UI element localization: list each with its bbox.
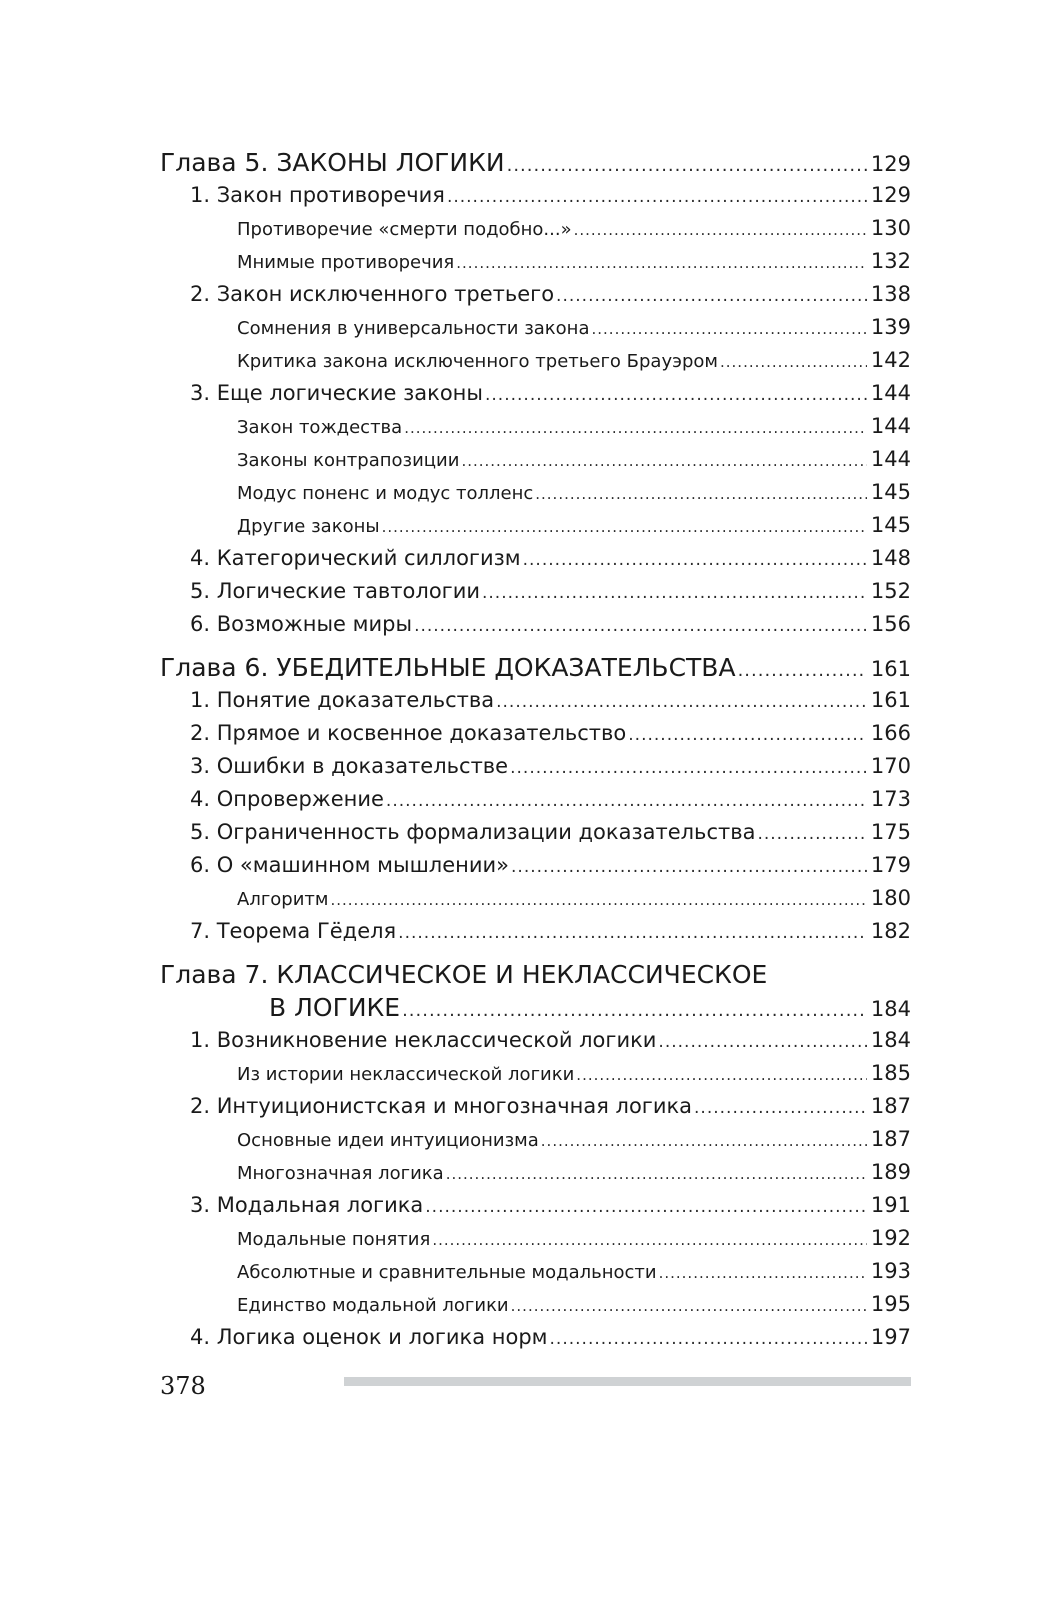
toc-page-number: 145 [870,480,911,504]
toc-page-number: 148 [870,546,911,570]
dot-leader [541,1125,867,1156]
toc-page-number: 161 [870,688,911,712]
dot-leader [414,610,867,641]
toc-entry-title: 3. Еще логические законы [190,381,483,405]
toc-page-number: 144 [870,447,911,471]
toc-subsection-entry[interactable] [160,245,911,278]
dot-leader [456,247,867,278]
toc-page-number: 189 [870,1160,911,1184]
toc-subsection-entry[interactable] [160,311,911,344]
toc-section-entry[interactable] [160,278,911,311]
toc-page-number: 184 [870,997,911,1021]
toc-section-entry[interactable] [160,816,911,849]
toc-page-number: 139 [870,315,911,339]
toc-page-number: 179 [870,853,911,877]
dot-leader [507,149,867,179]
toc-subsection-entry[interactable] [160,476,911,509]
toc-chapter-heading-line1[interactable] [160,958,911,991]
toc-section-entry[interactable] [160,915,911,948]
toc-entry-title: 6. О «машинном мышлении» [190,853,510,877]
dot-leader [404,412,867,443]
dot-leader [628,719,867,750]
toc-entry-title: Законы контрапозиции [237,450,460,471]
dot-leader [496,686,867,717]
dot-leader [511,1290,867,1321]
toc-page-number: 184 [870,1028,911,1052]
toc-page-number: 144 [870,414,911,438]
toc-subsection-entry[interactable] [160,1156,911,1189]
dot-leader [425,1191,867,1222]
dot-leader [382,511,867,542]
toc-page-number: 195 [870,1292,911,1316]
toc-entry-title: Сомнения в универсальности закона [237,318,590,339]
toc-entry-title: Закон тождества [237,417,403,438]
toc-subsection-entry[interactable] [160,344,911,377]
toc-entry-title: 5. Ограниченность формализации доказательства [190,820,756,844]
toc-entry-title: 6. Возможные миры [190,612,413,636]
dot-leader [447,181,867,212]
toc-entry-title: Глава 7. КЛАССИЧЕСКОЕ И НЕКЛАССИЧЕСКОЕ [160,960,768,989]
dot-leader [510,752,867,783]
toc-page-number: 173 [870,787,911,811]
dot-leader [694,1092,867,1123]
toc-entry-title: Абсолютные и сравнительные модальности [237,1262,657,1283]
toc-entry-title: 3. Ошибки в доказательстве [190,754,509,778]
toc-entry-title: Алгоритм [237,889,329,910]
toc-subsection-entry[interactable] [160,212,911,245]
dot-leader [659,1257,867,1288]
dot-leader [511,851,867,882]
toc-entry-title: 2. Интуиционистская и многозначная логика [190,1094,693,1118]
toc-entry-title: Многозначная логика [237,1163,444,1184]
dot-leader [432,1224,867,1255]
dot-leader [556,280,867,311]
toc-page-number: 130 [870,216,911,240]
toc-subsection-entry[interactable] [160,443,911,476]
toc-entry-title: 4. Категорический силлогизм [190,546,521,570]
dot-leader [550,1323,867,1354]
toc-entry-title: Глава 6. УБЕДИТЕЛЬНЫЕ ДОКАЗАТЕЛЬСТВА [160,653,736,682]
toc-subsection-entry[interactable] [160,1288,911,1321]
toc-section-entry[interactable] [160,179,911,212]
toc-section-entry[interactable] [160,1321,911,1354]
dot-leader [461,445,866,476]
toc-page-number: 132 [870,249,911,273]
toc-entry-title: Другие законы [237,516,380,537]
toc-page-number: 185 [870,1061,911,1085]
dot-leader [757,818,866,849]
dot-leader [386,785,867,816]
toc-subsection-entry[interactable] [160,1057,911,1090]
toc-page-number: 191 [870,1193,911,1217]
toc-entry-title: 7. Теорема Гёделя [190,919,397,943]
dot-leader [398,917,867,948]
toc-entry-title: Модальные понятия [237,1229,431,1250]
toc-entry-title: 3. Модальная логика [190,1193,424,1217]
toc-page-number: 156 [870,612,911,636]
toc-subsection-entry[interactable] [160,1222,911,1255]
footer-rule [344,1377,911,1386]
toc-entry-title: Мнимые противоречия [237,252,455,273]
toc-entry-title: 1. Закон противоречия [190,183,445,207]
toc-page-number: 166 [870,721,911,745]
toc-entry-title: Основные идеи интуиционизма [237,1130,539,1151]
dot-leader [576,1059,867,1090]
dot-leader [592,313,867,344]
toc-entry-title: 1. Понятие доказательства [190,688,495,712]
toc-entry-title: 4. Опровержение [190,787,384,811]
toc-page-number: 129 [870,152,911,176]
toc-section-entry[interactable] [160,575,911,608]
toc-entry-title: Критика закона исключенного третьего Брауэром [237,351,718,372]
toc-page-number: 182 [870,919,911,943]
toc-page-number: 192 [870,1226,911,1250]
toc-subsection-entry[interactable] [160,1123,911,1156]
toc-chapter-heading-line2[interactable] [160,991,911,1024]
dot-leader [446,1158,867,1189]
toc-page-number: 142 [870,348,911,372]
toc-entry-title: 4. Логика оценок и логика норм [190,1325,548,1349]
toc-entry-title: Противоречие «смерти подобно...» [237,219,572,240]
toc-page-number: 197 [870,1325,911,1349]
toc-page-number: 187 [870,1127,911,1151]
toc-page-number: 193 [870,1259,911,1283]
toc-subsection-entry[interactable] [160,509,911,542]
toc-page-number: 152 [870,579,911,603]
toc-subsection-entry[interactable] [160,882,911,915]
toc-chapter-heading[interactable] [160,146,911,179]
toc-page-number: 161 [870,657,911,681]
toc-entry-title: 5. Логические тавтологии [190,579,480,603]
toc-entry-title: Модус поненс и модус толленс [237,483,534,504]
dot-leader [535,478,867,509]
toc-entry-title: В ЛОГИКЕ [269,993,401,1022]
toc-chapter-heading[interactable] [160,651,911,684]
toc-entry-title: 2. Прямое и косвенное доказательство [190,721,627,745]
toc-section-entry[interactable] [160,608,911,641]
dot-leader [523,544,867,575]
dot-leader [330,884,866,915]
toc-page-number: 138 [870,282,911,306]
toc-section-entry[interactable] [160,783,911,816]
toc-section-entry[interactable] [160,1189,911,1222]
toc-section-entry[interactable] [160,750,911,783]
dot-leader [658,1026,866,1057]
toc-section-entry[interactable] [160,849,911,882]
toc-entry-title: Глава 5. ЗАКОНЫ ЛОГИКИ [160,148,505,177]
toc-entry-title: 1. Возникновение неклассической логики [190,1028,657,1052]
toc-entry-title: 2. Закон исключенного третьего [190,282,555,306]
dot-leader [720,346,867,377]
toc-page-number: 170 [870,754,911,778]
toc-page-number: 144 [870,381,911,405]
toc-page-number: 129 [870,183,911,207]
toc-section-entry[interactable] [160,717,911,750]
page-number: 378 [160,1372,206,1400]
toc-section-entry[interactable] [160,684,911,717]
toc-section-entry[interactable] [160,1090,911,1123]
dot-leader [574,214,867,245]
toc-section-entry[interactable] [160,1024,911,1057]
toc-section-entry[interactable] [160,542,911,575]
dot-leader [482,577,867,608]
toc-page-number: 145 [870,513,911,537]
dot-leader [738,654,867,684]
toc-entry-title: Единство модальной логики [237,1295,509,1316]
dot-leader [485,379,867,410]
dot-leader [402,994,867,1024]
toc-page-number: 187 [870,1094,911,1118]
toc-subsection-entry[interactable] [160,410,911,443]
toc-page-number: 180 [870,886,911,910]
table-of-contents [160,146,911,1354]
toc-subsection-entry[interactable] [160,1255,911,1288]
toc-page-number: 175 [870,820,911,844]
toc-entry-title: Из истории неклассической логики [237,1064,575,1085]
toc-section-entry[interactable] [160,377,911,410]
